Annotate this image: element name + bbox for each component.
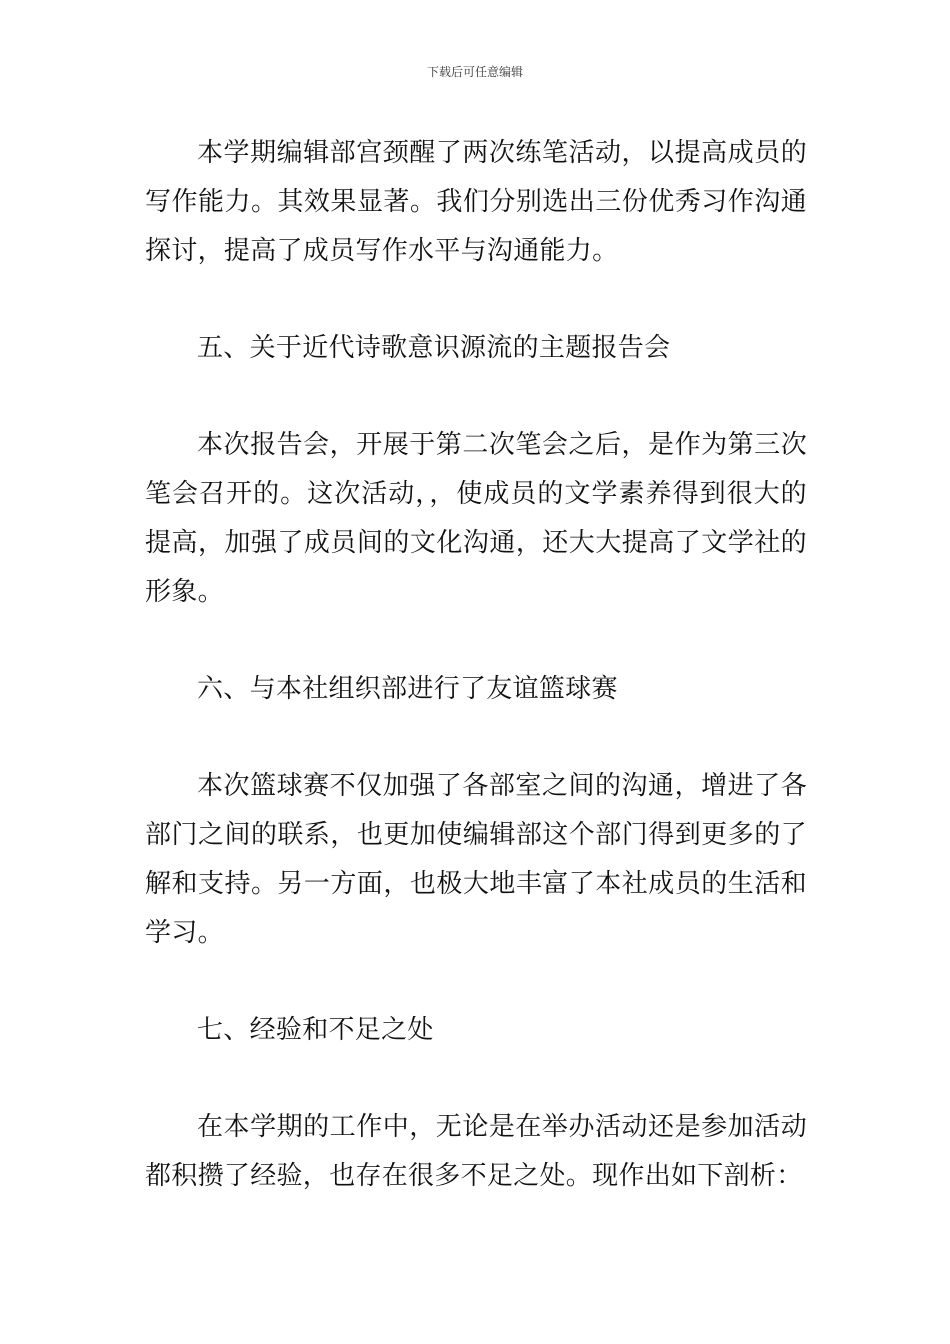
paragraph-report-meeting: 本次报告会，开展于第二次笔会之后，是作为第三次笔会召开的。这次活动，，使成员的文学素养得到很大的提高，加强了成员间的文化沟通，还大大提高了文学社的形象。 (145, 430, 807, 607)
section-heading-6: 六、与本社组织部进行了友谊篮球赛 (197, 674, 618, 704)
paragraph-experience: 在本学期的工作中，无论是在举办活动还是参加活动都积攒了经验，也存在很多不足之处。现作出如下剖析： (145, 1112, 807, 1191)
section-heading-5: 五、关于近代诗歌意识源流的主题报告会 (197, 333, 671, 363)
spacer (145, 373, 807, 421)
paragraph-basketball-game: 本次篮球赛不仅加强了各部室之间的沟通，增进了各部门之间的联系，也更加使编辑部这个部门得到更多的了解和支持。另一方面，也极大地丰富了本社成员的生活和学习。 (145, 771, 807, 948)
spacer (145, 276, 807, 324)
spacer (145, 958, 807, 1006)
spacer (145, 714, 807, 762)
paragraph-writing-practice: 本学期编辑部宫颈醒了两次练笔活动，以提高成员的写作能力。其效果显著。我们分别选出三份优秀习作沟通探讨，提高了成员写作水平与沟通能力。 (145, 138, 807, 266)
page-header: 下载后可任意编辑 (426, 65, 523, 79)
document-body (145, 129, 807, 1201)
spacer (145, 1055, 807, 1103)
spacer (145, 617, 807, 665)
section-heading-7: 七、经验和不足之处 (197, 1015, 434, 1045)
